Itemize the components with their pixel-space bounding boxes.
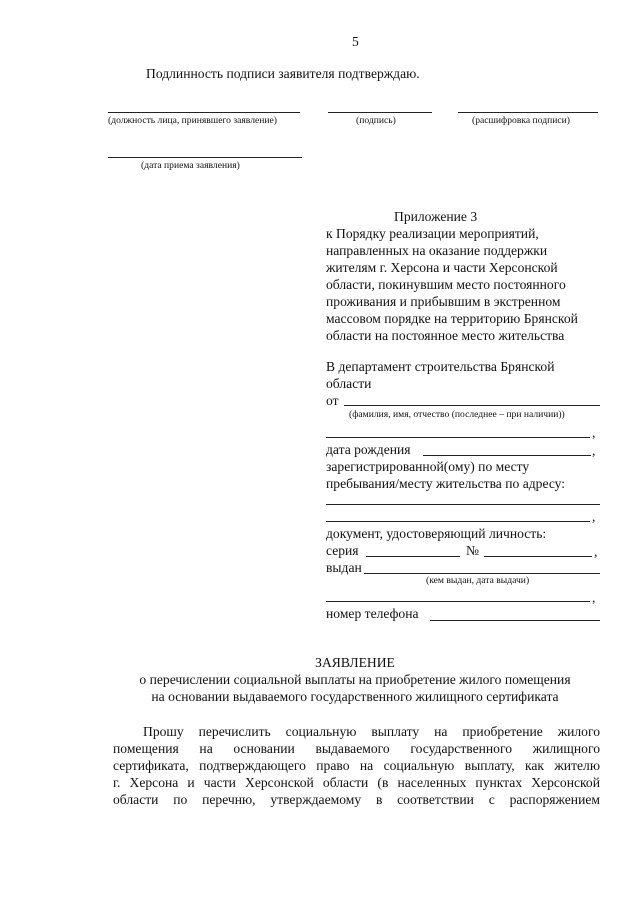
appendix-line: жителям г. Херсона и части Херсонской: [326, 260, 558, 275]
application-title: ЗАЯВЛЕНИЕ: [315, 655, 395, 670]
appendix-title: Приложение 3: [394, 209, 478, 224]
position-caption: (должность лица, принявшего заявление): [108, 115, 277, 126]
issued-by-continuation-field: [326, 601, 590, 602]
number-field: [484, 556, 592, 557]
decoding-caption: (расшифровка подписи): [472, 115, 570, 126]
signature-line: [328, 112, 432, 113]
registered-label: пребывания/месту жительства по адресу:: [326, 476, 566, 491]
comma: ,: [592, 425, 596, 440]
appendix-line: области на постоянное место жительства: [326, 328, 565, 343]
application-subtitle: на основании выдаваемого государственного жилищного сертификата: [151, 689, 559, 704]
appendix-line: массовом порядке на территорию Брянской: [326, 311, 578, 326]
applicant-name-continuation-field: [326, 437, 590, 438]
addressee-line: В департамент строительства Брянской: [326, 359, 555, 374]
application-body-line: помещения на основании выдаваемого государственного жилищного: [113, 741, 600, 756]
number-label: №: [466, 543, 479, 558]
signature-confirm-text: Подлинность подписи заявителя подтверждаю.: [146, 66, 420, 81]
addressee-line: области: [326, 376, 372, 391]
issued-caption: (кем выдан, дата выдачи): [426, 575, 530, 586]
appendix-line: направленных на оказание поддержки: [326, 243, 548, 258]
phone-field: [430, 620, 600, 621]
phone-label: номер телефона: [326, 606, 419, 621]
date-line: [108, 157, 302, 158]
application-body-line: Прошу перечислить социальную выплату на приобретение жилого: [143, 724, 600, 739]
application-body-line: г. Херсона и части Херсонской области (в населенных пунктах Херсонской: [113, 775, 600, 790]
issued-by-field: [364, 573, 600, 574]
address-field: [326, 504, 600, 505]
comma: ,: [592, 443, 596, 458]
appendix-line: проживания и прибывшим в экстренном: [326, 294, 561, 309]
registered-label: зарегистрированной(ому) по месту: [326, 459, 530, 474]
issued-label: выдан: [326, 560, 362, 575]
signature-decoding-line: [458, 112, 598, 113]
appendix-line: к Порядку реализации мероприятий,: [326, 226, 539, 241]
applicant-name-field: [344, 405, 600, 406]
series-label: серия: [326, 543, 359, 558]
position-line: [108, 112, 300, 113]
birth-date-label: дата рождения: [326, 442, 411, 457]
id-document-label: документ, удостоверяющий личность:: [326, 526, 547, 541]
application-body-line: области по перечню, утверждаемому в соответствии с распоряжением: [113, 792, 600, 807]
application-subtitle: о перечислении социальной выплаты на приобретение жилого помещения: [139, 672, 571, 687]
date-caption: (дата приема заявления): [141, 160, 240, 171]
application-body-line: сертификата, подтверждающего право на социальную выплату, как жителю: [113, 758, 600, 773]
comma: ,: [592, 509, 596, 524]
from-label: от: [326, 393, 339, 408]
birth-date-field: [423, 455, 591, 456]
appendix-line: области, покинувшим место постоянного: [326, 277, 566, 292]
signature-caption: (подпись): [356, 115, 396, 126]
comma: ,: [594, 544, 598, 559]
name-caption: (фамилия, имя, отчество (последнее – при наличии)): [349, 409, 565, 420]
comma: ,: [592, 590, 596, 605]
series-field: [366, 556, 460, 557]
page-number: 5: [352, 34, 359, 49]
address-field: [326, 521, 590, 522]
